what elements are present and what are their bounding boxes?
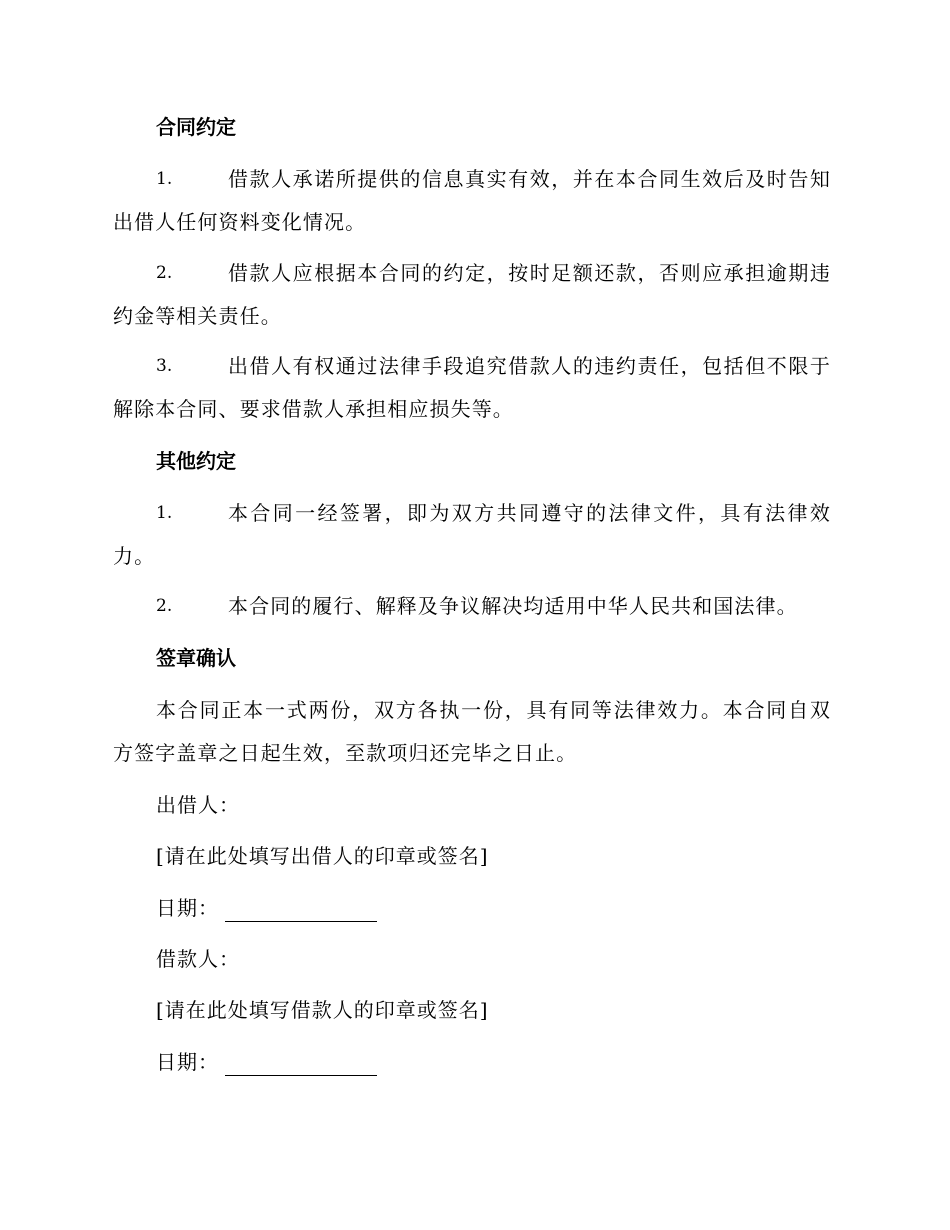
- list-item: [113, 158, 831, 244]
- item-number: 1.: [156, 503, 173, 523]
- item-text: 借款人承诺所提供的信息真实有效，并在本合同生效后及时告知出借人任何资料变化情况。: [113, 167, 831, 234]
- borrower-date-blank[interactable]: [225, 1054, 377, 1076]
- lender-signature-placeholder: [请在此处填写出借人的印章或签名]: [156, 844, 489, 868]
- item-text: 本合同一经签署，即为双方共同遵守的法律文件，具有法律效力。: [113, 501, 831, 568]
- item-number: 2.: [156, 596, 173, 616]
- item-number: 2.: [156, 263, 173, 283]
- section-heading-contract-terms: 合同约定: [156, 115, 236, 139]
- item-number: 1.: [156, 169, 173, 189]
- section-heading-signature: 签章确认: [156, 646, 236, 670]
- item-text: 本合同的履行、解释及争议解决均适用中华人民共和国法律。: [228, 594, 798, 618]
- lender-date-row: [156, 894, 377, 922]
- borrower-label: 借款人：: [156, 947, 240, 971]
- item-text: 出借人有权通过法律手段追究借款人的违约责任，包括但不限于解除本合同、要求借款人承担相应损失等。: [113, 354, 831, 421]
- borrower-signature-placeholder: [请在此处填写借款人的印章或签名]: [156, 998, 489, 1022]
- lender-date-label: 日期：: [156, 896, 219, 920]
- borrower-date-row: [156, 1048, 377, 1076]
- item-text: 借款人应根据本合同的约定，按时足额还款，否则应承担逾期违约金等相关责任。: [113, 261, 831, 328]
- item-number: 3.: [156, 356, 173, 376]
- section-heading-other-terms: 其他约定: [156, 449, 236, 473]
- list-item: [113, 252, 831, 338]
- list-item: [113, 345, 831, 431]
- list-item: [113, 585, 831, 628]
- lender-label: 出借人：: [156, 793, 240, 817]
- lender-date-blank[interactable]: [225, 900, 377, 922]
- signature-paragraph: 本合同正本一式两份，双方各执一份，具有同等法律效力。本合同自双方签字盖章之日起生效，至款项归还完毕之日止。: [113, 698, 831, 765]
- list-item: [113, 492, 831, 578]
- borrower-date-label: 日期：: [156, 1050, 219, 1074]
